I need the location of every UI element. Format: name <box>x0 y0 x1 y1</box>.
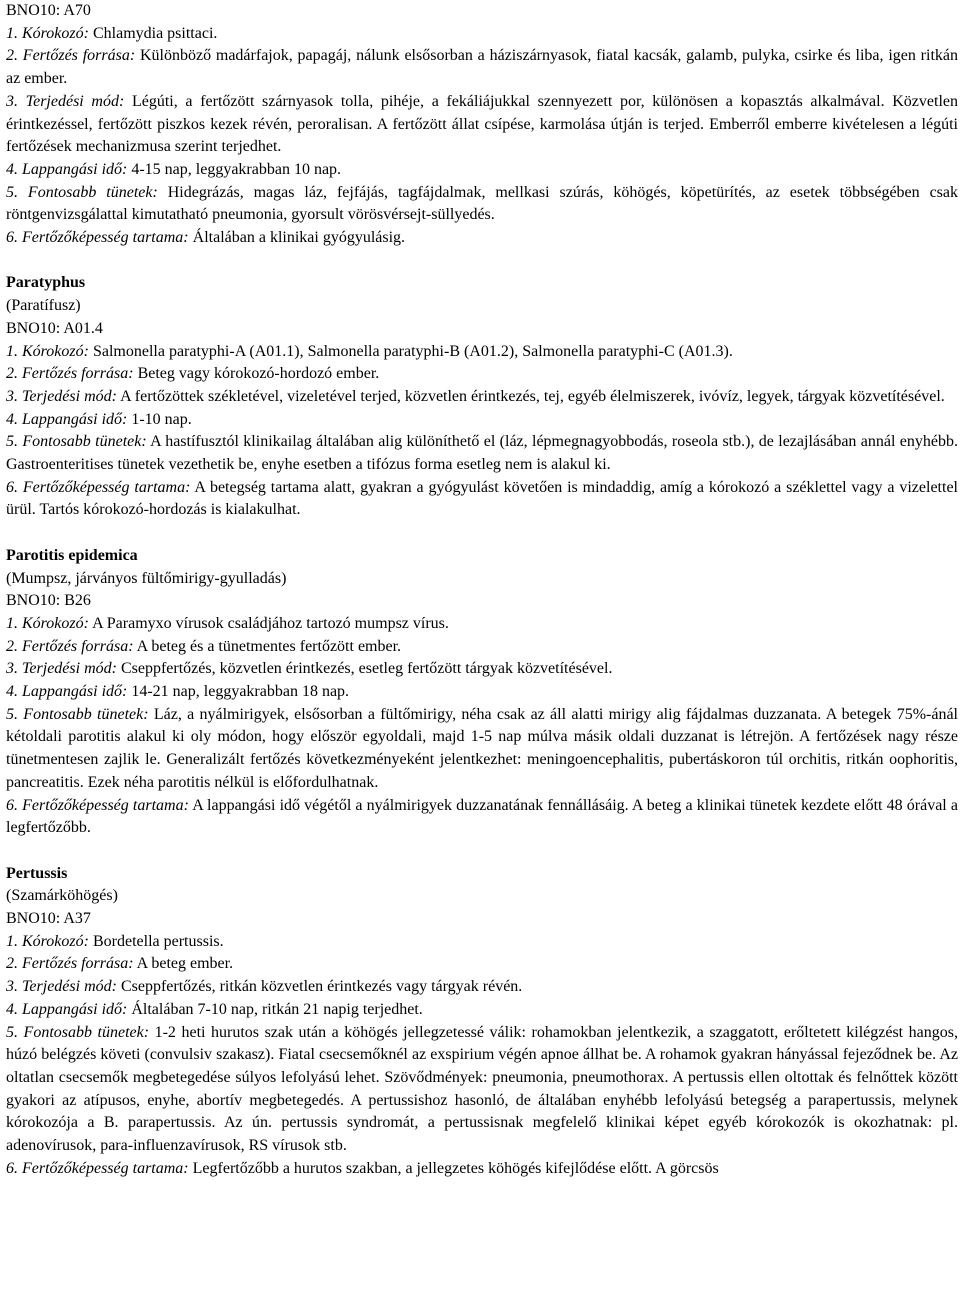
section-chlamydia <box>6 0 958 250</box>
item-lappangasi-ido <box>6 681 958 704</box>
item-text: 1-2 heti hurutos szak után a köhögés jellegzetessé válik: rohamokban jelentkezik, a szaggatott, erőltetett kilégzést hangos, húzó belégzés követi (convulsiv szakasz). Fiatal csecsemőknél az exspirium végén apnoe állhat be. A rohamok gyakran hányással fejeződnek be. Az oltatlan csecsemők megbetegedése súlyos lefolyású lehet. Szövődmények: pneumonia, pneumothorax. A pertussis ellen oltottak és felnőttek között gyakori az atípusos, enyhe, abortív megbetegedés. A pertussishoz hasonló, de általában enyhébb lefolyású betegség a parapertussis, melynek kórokozója a B. parapertussis. Az ún. pertussis syndromát, a pertussisnak megfelelő klinikai képet egyéb kórokozók is okozhatnak: pl. adenovírusok, para-influenzavírusok, RS vírusok stb. <box>6 1023 958 1155</box>
item-text: Chlamydia psittaci. <box>88 24 218 42</box>
item-text: A beteg ember. <box>133 955 234 973</box>
section-spacer <box>6 250 958 273</box>
item-text: Légúti, a fertőzött szárnyasok tolla, pihéje, a fekáliájukkal szennyezett por, különösen a kopasztás alkalmával. Közvetlen érintkezéssel, fertőzött piszkos kezek révén, peroralisan. A fertőzött állat csípése, karmolása útján is terjed. Emberről emberre kivételesen a légúti fertőzések mechanizmusa szerint terjedhet. <box>6 92 959 156</box>
item-terjedesi-mod <box>6 658 958 681</box>
item-tunetek <box>6 182 958 227</box>
section-pertussis <box>6 863 958 1181</box>
item-fertozokepesseg <box>6 795 958 840</box>
item-text: Salmonella paratyphi-A (A01.1), Salmonella paratyphi-B (A01.2), Salmonella paratyphi-C (A01.3). <box>88 342 733 360</box>
item-text: Legfertőzőbb a hurutos szakban, a jellegzetes köhögés kifejlődése előtt. A görcsös <box>188 1159 719 1177</box>
item-text: Különböző madárfajok, papagáj, nálunk elsősorban a háziszárnyasok, fiatal kacsák, galamb, pulyka, csirke és liba, igen ritkán az ember. <box>6 47 958 88</box>
item-label: 1. Kórokozó: <box>6 342 89 360</box>
item-fertozokepesseg <box>6 477 958 522</box>
item-text: Hidegrázás, magas láz, fejfájás, tagfájdalmak, mellkasi szúrás, köhögés, köpetürítés, az esetek többségében csak röntgenvizsgálattal kimutatható pneumonia, gyorsult vörösvérsejt-süllyedés. <box>6 183 959 224</box>
section-title: Paratyphus <box>6 274 86 292</box>
item-text: 14-21 nap, leggyakrabban 18 nap. <box>127 683 350 701</box>
item-text: A lappangási idő végétől a nyálmirigyek duzzanatának fennállásáig. A beteg a klinikai tünetek kezdete előtt 48 órával a legfertőzőbb. <box>6 796 958 837</box>
item-text: 1-10 nap. <box>127 410 192 428</box>
item-label: 4. Lappangási idő: <box>6 683 128 701</box>
item-label: 6. Fertőzőképesség tartama: <box>6 796 189 814</box>
item-label: 1. Kórokozó: <box>6 614 89 632</box>
item-label: 3. Terjedési mód: <box>6 660 117 678</box>
section-subtitle: (Paratífusz) <box>6 297 81 315</box>
item-label: 2. Fertőzés forrása: <box>6 47 136 65</box>
item-label: 5. Fontosabb tünetek: <box>6 705 149 723</box>
item-fertozes-forrasa <box>6 636 958 659</box>
item-terjedesi-mod <box>6 386 958 409</box>
item-tunetek <box>6 704 958 795</box>
section-subtitle: (Mumpsz, járványos fültőmirigy-gyulladás) <box>6 569 287 587</box>
bno-code: BNO10: A01.4 <box>6 319 103 337</box>
bno-code: BNO10: A37 <box>6 910 91 928</box>
item-korokozo <box>6 613 958 636</box>
section-spacer <box>6 840 958 863</box>
item-label: 4. Lappangási idő: <box>6 1000 128 1018</box>
bno-code: BNO10: B26 <box>6 592 91 610</box>
item-label: 5. Fontosabb tünetek: <box>6 183 158 201</box>
item-label: 2. Fertőzés forrása: <box>6 637 134 655</box>
item-label: 3. Terjedési mód: <box>6 387 117 405</box>
item-text: Láz, a nyálmirigyek, elsősorban a fültőmirigy, néha csak az áll alatti mirigy alig fájdalmas duzzanata. A betegek 75%-ánál kétoldali parotitis alakul ki oly módon, hogy először egyoldali, majd 1-5 nap múlva másik oldali duzzanat is létrejön. A fertőzések nagy része tünetmentesen zajlik le. Generalizált fertőzés következményeként jelentkezhet: meningoencephalitis, pubertáskoron túl orchitis, ritkán oophoritis, pancreatitis. Ezek néha parotitis nélkül is előfordulhatnak. <box>6 705 959 791</box>
bno-code: BNO10: A70 <box>6 2 91 19</box>
section-subtitle: (Szamárköhögés) <box>6 887 118 905</box>
item-label: 1. Kórokozó: <box>6 932 89 950</box>
item-text: A betegség tartama alatt, gyakran a gyógyulást követően is mindaddig, amíg a kórokozó a széklettel vagy a vizelettel ürül. Tartós kórokozó-hordozás is kialakulhat. <box>6 478 958 519</box>
item-tunetek <box>6 431 958 476</box>
item-tunetek <box>6 1022 958 1158</box>
item-label: 5. Fontosabb tünetek: <box>6 1023 150 1041</box>
item-korokozo <box>6 23 958 46</box>
item-korokozo <box>6 341 958 364</box>
item-fertozes-forrasa <box>6 363 958 386</box>
item-text: 4-15 nap, leggyakrabban 10 nap. <box>127 160 342 178</box>
item-fertozokepesseg <box>6 1158 958 1181</box>
item-label: 2. Fertőzés forrása: <box>6 955 134 973</box>
item-label: 6. Fertőzőképesség tartama: <box>6 478 191 496</box>
item-text: A fertőzöttek székletével, vizeletével terjed, közvetlen érintkezés, tej, egyéb élelmiszerek, ivóvíz, legyek, tárgyak közvetítésével. <box>116 387 945 405</box>
item-lappangasi-ido <box>6 999 958 1022</box>
item-text: Cseppfertőzés, közvetlen érintkezés, esetleg fertőzött tárgyak közvetítésével. <box>116 660 613 678</box>
section-title: Parotitis epidemica <box>6 546 138 564</box>
item-label: 4. Lappangási idő: <box>6 410 128 428</box>
section-title: Pertussis <box>6 864 68 882</box>
item-text: A hastífusztól klinikailag általában alig különíthető el (láz, lépmegnagyobbodás, roseola stb.), de lezajlásában annál enyhébb. Gastroenteritises tünetek vezethetik be, enyhe esetben a tifózus forma esetleg nem is alakul ki. <box>6 433 958 474</box>
item-label: 2. Fertőzés forrása: <box>6 365 134 383</box>
item-fertozes-forrasa <box>6 953 958 976</box>
item-fertozes-forrasa <box>6 45 958 90</box>
item-lappangasi-ido <box>6 409 958 432</box>
section-paratyphus <box>6 272 958 522</box>
item-label: 6. Fertőzőképesség tartama: <box>6 1159 189 1177</box>
item-lappangasi-ido <box>6 159 958 182</box>
section-spacer <box>6 522 958 545</box>
item-fertozokepesseg <box>6 227 958 250</box>
item-text: Általában 7-10 nap, ritkán 21 napig terjedhet. <box>127 1000 423 1018</box>
item-text: Általában a klinikai gyógyulásig. <box>188 229 406 247</box>
item-label: 5. Fontosabb tünetek: <box>6 433 147 451</box>
item-label: 3. Terjedési mód: <box>6 978 117 996</box>
item-text: A beteg és a tünetmentes fertőzött ember. <box>133 637 402 655</box>
item-text: Beteg vagy kórokozó-hordozó ember. <box>133 365 380 383</box>
section-parotitis <box>6 545 958 840</box>
item-korokozo <box>6 931 958 954</box>
item-terjedesi-mod <box>6 976 958 999</box>
item-label: 1. Kórokozó: <box>6 24 89 42</box>
document-page <box>6 0 958 1181</box>
item-label: 6. Fertőzőképesség tartama: <box>6 229 189 247</box>
item-label: 3. Terjedési mód: <box>6 92 125 110</box>
item-label: 4. Lappangási idő: <box>6 160 128 178</box>
item-terjedesi-mod <box>6 91 958 159</box>
item-text: A Paramyxo vírusok családjához tartozó mumpsz vírus. <box>88 614 449 632</box>
item-text: Cseppfertőzés, ritkán közvetlen érintkezés vagy tárgyak révén. <box>116 978 523 996</box>
item-text: Bordetella pertussis. <box>88 932 224 950</box>
